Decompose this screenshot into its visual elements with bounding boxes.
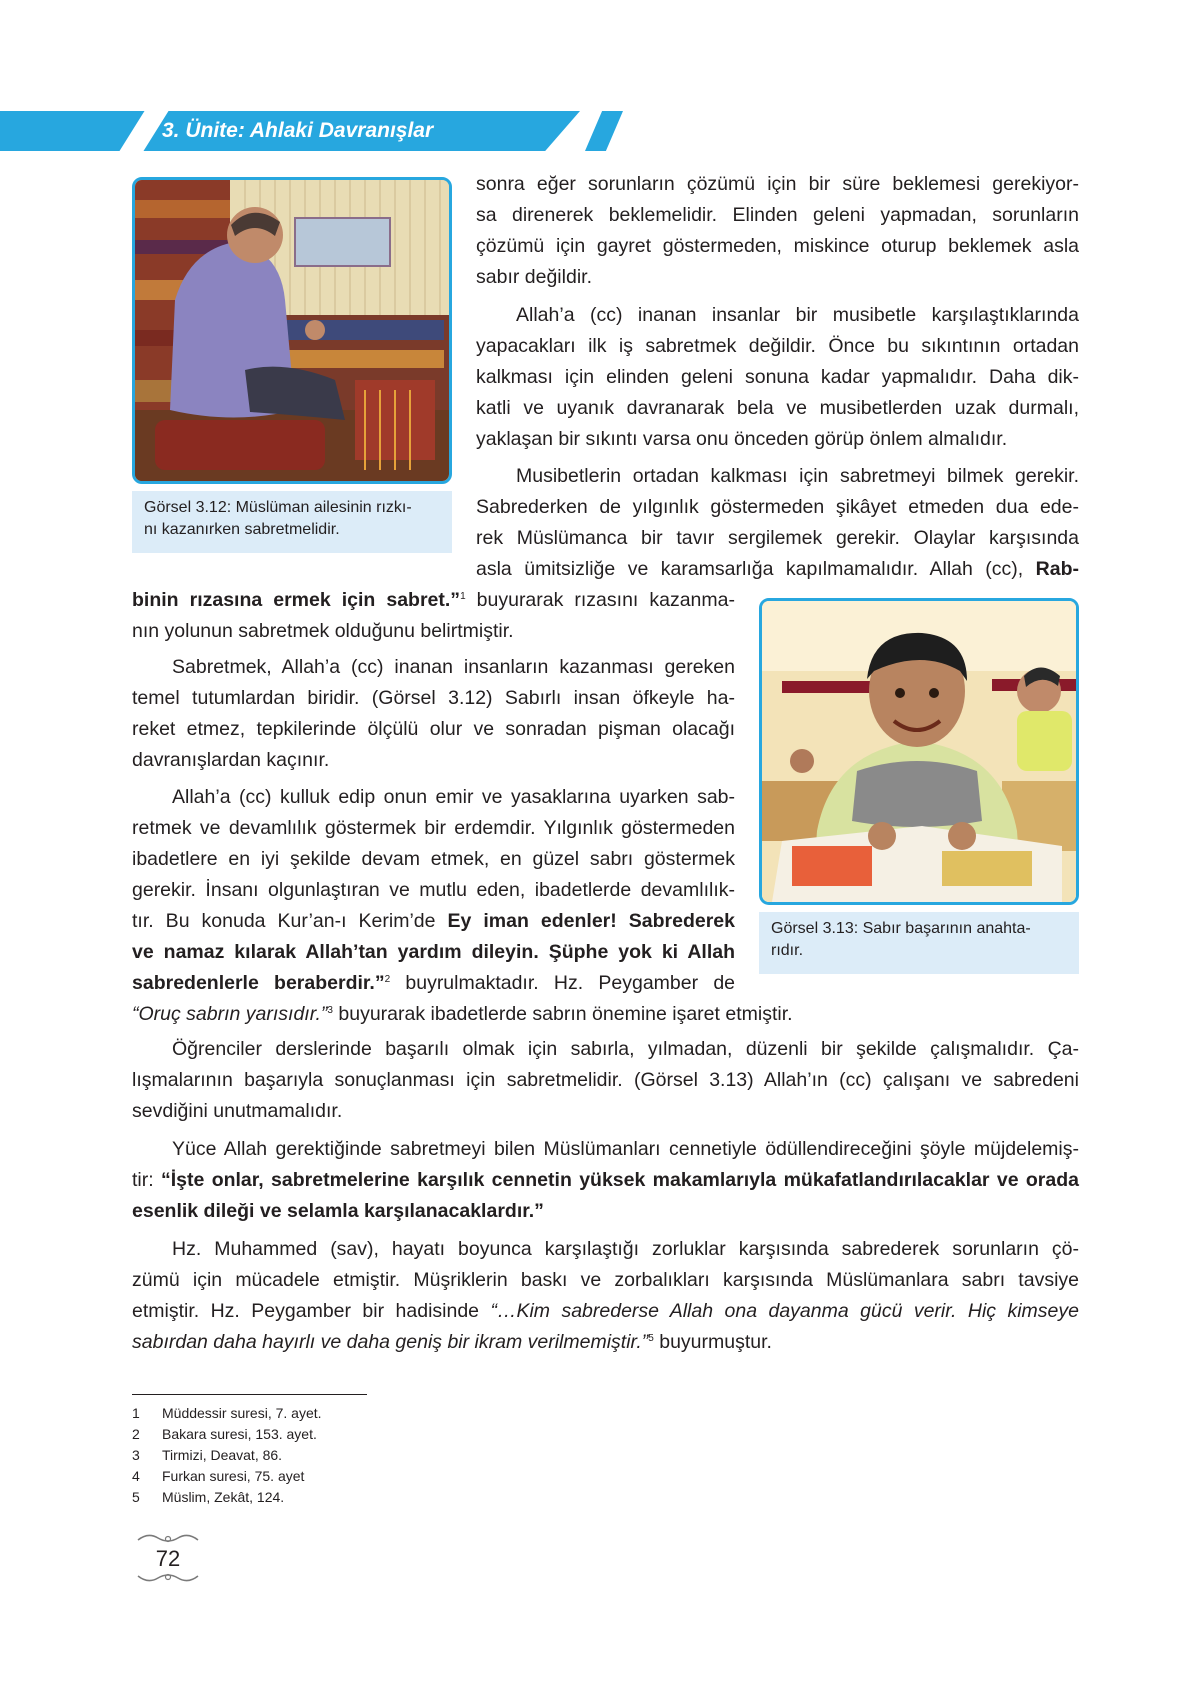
- text-line: Yüce Allah gerektiğinde sabretmeyi bilen Müslümanları cennetiyle ödüllendireceğini şöyle müjdelemiş-: [172, 1138, 1079, 1160]
- paragraph-1: [476, 169, 1079, 293]
- text-line: yaklaşan bir sıkıntı varsa onu önceden görüp önlem almalıdır.: [476, 428, 1008, 450]
- text-line: reket etmez, tepkilerinde ölçülü olur ve sonradan pişman olacağı: [132, 718, 735, 740]
- carpet-weaver-image: [135, 180, 449, 481]
- hadith-italic: “Oruç sabrın yarısıdır.”: [132, 1003, 328, 1025]
- paragraph-6: [132, 1034, 1079, 1127]
- figure-caption-3-13: [759, 912, 1079, 974]
- text-line: [132, 968, 735, 999]
- figure-student: [759, 598, 1079, 905]
- quote-bold: binin rızasına ermek için sabret.”: [132, 589, 461, 611]
- text-line: Musibetlerin ortadan kalkması için sabretmeyi bilmek gerekir.: [516, 465, 1079, 487]
- text-line: yapacakları ilk iş sabretmek değildir. Önce bu sıkıntının ortadan: [476, 335, 1079, 357]
- text-line: Allah’a (cc) inanan insanlar bir musibetle karşılaştıklarında: [516, 304, 1079, 326]
- text-line: Öğrenciler derslerinde başarılı olmak için sabırla, yılmadan, düzenli bir şekilde çalışmalıdır. Ça-: [172, 1038, 1079, 1060]
- footnote-5: [132, 1487, 284, 1507]
- unit-header: [0, 111, 620, 151]
- verse-bold: Ey iman edenler! Sabrederek: [447, 910, 735, 932]
- footnote-1: [132, 1403, 322, 1423]
- hadith-italic: “…Kim sabrederse Allah ona dayanma gücü verir. Hiç kimseye: [490, 1300, 1079, 1322]
- paragraph-5: [132, 782, 735, 999]
- footnote-text: Bakara suresi, 153. ayet.: [162, 1426, 317, 1442]
- paragraph-3-continued: [132, 585, 735, 647]
- caption-line: Görsel 3.12: Müslüman ailesinin rızkı-: [144, 499, 412, 516]
- text-line: kalkması için elinden geleni sonuna kadar yapmalıdır. Daha dik-: [476, 366, 1079, 388]
- text-line: zümü için mücadele etmiştir. Müşriklerin baskı ve zorbalıkları karşısında Müslümanlara sabrı tavsiye: [132, 1269, 1079, 1291]
- paragraph-4: [132, 652, 735, 776]
- page-number-block: [132, 1530, 204, 1586]
- footnote-ref: 5: [648, 1333, 654, 1344]
- footnote-text: Müddessir suresi, 7. ayet.: [162, 1405, 322, 1421]
- text-line: [132, 1196, 1079, 1227]
- footnote-number: 2: [132, 1426, 140, 1442]
- unit-title: 3. Ünite: Ahlaki Davranışlar: [162, 119, 434, 142]
- footnote-text: Müslim, Zekât, 124.: [162, 1489, 285, 1505]
- figure-caption-3-12: [132, 491, 452, 553]
- footnote-ref: 3: [327, 1005, 333, 1016]
- footnote-ref: 1: [460, 591, 466, 602]
- text-line: [132, 937, 735, 968]
- footnote-text: Furkan suresi, 75. ayet: [162, 1468, 305, 1484]
- paragraph-8: [132, 1234, 1079, 1358]
- text-line: gerekir. İnsanı olgunlaştıran ve mutlu eden, ibadetlerde devamlılık-: [132, 879, 735, 901]
- paragraph-2: [476, 300, 1079, 455]
- verse-bold: “İşte onlar, sabretmelerine karşılık cennetin yüksek makamlarıyla mükafatlandırılacaklar ve orada: [161, 1169, 1079, 1191]
- text-line: Sabretmek, Allah’a (cc) inanan insanların kazanması gereken: [172, 656, 735, 678]
- text-line: Allah’a (cc) kulluk edip onun emir ve yasaklarına uyarken sab-: [172, 786, 735, 808]
- footnote-number: 1: [132, 1405, 140, 1421]
- text-line: [132, 585, 735, 616]
- text-line: [132, 1165, 1079, 1196]
- footnote-2: [132, 1424, 317, 1444]
- paragraph-3: [476, 461, 1079, 585]
- text-line: sevdiğini unutmamalıdır.: [132, 1100, 343, 1122]
- footnote-number: 5: [132, 1489, 140, 1505]
- text-line: Hz. Muhammed (sav), hayatı boyunca karşılaştığı zorluklar karşısında sabrederek sorunların çö-: [172, 1238, 1079, 1260]
- text-line: katli ve uyanık davranarak bela ve musibetlerden uzak durmalı,: [476, 397, 1079, 419]
- text-run: buyurmuştur.: [653, 1331, 772, 1353]
- text-line: retmek ve devamlılık göstermek bir erdemdir. Yılgınlık göstermeden: [132, 817, 735, 839]
- text-line: sa direnerek beklemelidir. Elinden geleni yapmadan, sorunların: [476, 204, 1079, 226]
- header-stripe: [585, 111, 623, 151]
- page-number: 72: [155, 1546, 181, 1571]
- text-line: [132, 1296, 1079, 1327]
- verse-bold: ve namaz kılarak Allah’tan yardım dileyin. Şüphe yok ki Allah: [132, 941, 735, 963]
- text-line: [132, 999, 1032, 1030]
- text-line: çözümü için gayret göstermeden, miskince oturup beklemek asla: [476, 235, 1079, 257]
- text-line: lışmalarının başarıyla sonuçlanması için sabretmelidir. (Görsel 3.13) Allah’ın (cc) çalışanı ve sabredeni: [132, 1069, 1079, 1091]
- text-line: temel tutumlardan biridir. (Görsel 3.12) Sabırlı insan öfkeyle ha-: [132, 687, 735, 709]
- text-line: ibadetlere en iyi şekilde devam etmek, en güzel sabrı göstermek: [132, 848, 735, 870]
- verse-bold: esenlik dileği ve selamla karşılanacaklardır.”: [132, 1200, 544, 1222]
- quote-bold: Rab-: [1035, 558, 1079, 580]
- caption-line: nı kazanırken sabretmelidir.: [144, 521, 340, 538]
- text-run: tır. Bu konuda Kur’an-ı Kerim’de: [132, 910, 448, 932]
- footnote-3: [132, 1445, 282, 1465]
- paragraph-5-end: [132, 999, 1032, 1030]
- footnote-4: [132, 1466, 304, 1486]
- text-run: buyurarak rızasını kazanma-: [465, 589, 735, 611]
- caption-line: rıdır.: [771, 942, 804, 959]
- text-line: Sabrederken de yılgınlık göstermeden şikâyet etmeden dua ede-: [476, 496, 1079, 518]
- footnote-ref: 2: [384, 974, 391, 985]
- verse-bold: sabredenlerle beraberdir.”: [132, 972, 385, 994]
- text-run: asla ümitsizliğe ve karamsarlığa kapılmamalıdır. Allah (cc),: [476, 558, 1024, 580]
- text-line: davranışlardan kaçınır.: [132, 749, 330, 771]
- text-run: etmiştir. Hz. Peygamber bir hadisinde: [132, 1300, 491, 1322]
- text-run: tir:: [132, 1169, 161, 1191]
- hadith-italic: sabırdan daha hayırlı ve daha geniş bir ikram verilmemiştir.”: [132, 1331, 649, 1353]
- footnote-number: 3: [132, 1447, 140, 1463]
- text-line: rek Müslümanca bir tavır sergilemek gerekir. Olaylar karşısında: [476, 527, 1079, 549]
- figure-carpet-weaver: [132, 177, 452, 484]
- text-run: buyrulmaktadır. Hz. Peygamber de: [390, 972, 736, 994]
- caption-line: Görsel 3.13: Sabır başarının anahta-: [771, 920, 1031, 937]
- text-line: [476, 554, 1079, 585]
- text-line: nın yolunun sabretmek olduğunu belirtmiştir.: [132, 620, 514, 642]
- footnote-rule: [132, 1394, 367, 1395]
- paragraph-7: [132, 1134, 1079, 1227]
- text-line: sabır değildir.: [476, 266, 592, 288]
- text-run: buyurarak ibadetlerde sabrın önemine işaret etmiştir.: [332, 1003, 793, 1025]
- footnote-number: 4: [132, 1468, 140, 1484]
- text-line: sonra eğer sorunların çözümü için bir süre beklemesi gerekiyor-: [476, 173, 1079, 195]
- student-image: [762, 601, 1076, 902]
- text-line: [132, 906, 735, 937]
- footnote-text: Tirmizi, Deavat, 86.: [162, 1447, 283, 1463]
- text-line: [132, 1327, 1079, 1358]
